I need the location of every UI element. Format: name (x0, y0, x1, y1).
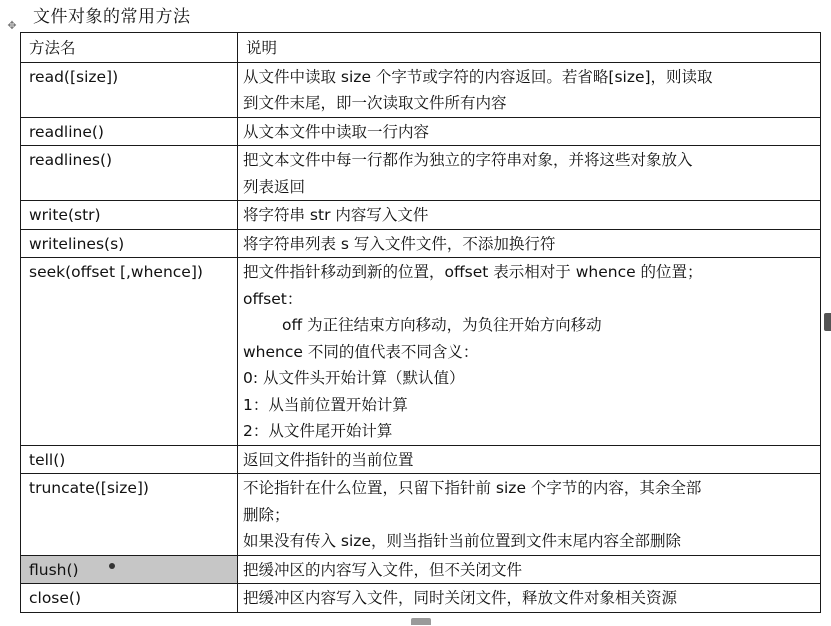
table-row (21, 229, 821, 258)
description-line: whence 不同的值代表不同含义： (243, 342, 479, 361)
description-line: 从文本文件中读取一行内容 (243, 122, 430, 141)
header-method-name: 方法名 (21, 33, 238, 63)
description-line: 把文本文件中每一行都作为独立的字符串对象，并将这些对象放入 (243, 151, 693, 169)
description-line: 将字符串 str 内容写入文件 (243, 206, 429, 224)
method-name-cell[interactable]: seek(offset [,whence]) (21, 258, 238, 446)
method-name-cell[interactable]: write(str) (21, 201, 238, 230)
table-move-handle-icon[interactable]: ✥ (7, 19, 17, 32)
description-cell[interactable] (238, 445, 821, 474)
method-name-cell[interactable]: readline() (21, 117, 238, 146)
description-line: off 为正往结束方向移动，为负往开始方向移动 (282, 316, 602, 334)
description-line: 返回文件指针的当前位置 (243, 450, 414, 469)
description-line: 把缓冲区内容写入文件，同时关闭文件，释放文件对象相关资源 (243, 589, 678, 607)
description-line: 把文件指针移动到新的位置，offset 表示相对于 whence 的位置； (243, 263, 703, 281)
description-line: 0: 从文件头开始计算（默认值） (243, 369, 465, 387)
description-line: 列表返回 (243, 177, 306, 196)
header-description: 说明 (238, 33, 821, 63)
description-line: 删除； (243, 505, 290, 524)
table-row (21, 445, 821, 474)
description-line: 到文件末尾，即一次读取文件所有内容 (243, 94, 507, 112)
description-line: 1：从当前位置开始计算 (243, 395, 408, 414)
description-cell[interactable] (238, 146, 821, 201)
methods-table (20, 32, 821, 613)
description-cell[interactable] (238, 62, 821, 117)
table-row (21, 146, 821, 201)
description-line: 将字符串列表 s 写入文件文件，不添加换行符 (243, 234, 556, 253)
description-cell[interactable] (238, 258, 821, 446)
method-name-cell[interactable]: readlines() (21, 146, 238, 201)
method-name-cell[interactable]: truncate([size]) (21, 474, 238, 556)
table-row (21, 258, 821, 446)
description-line: 2：从文件尾开始计算 (243, 422, 393, 440)
description-cell[interactable] (238, 229, 821, 258)
description-line: 如果没有传入 size，则当指针当前位置到文件末尾内容全部删除 (243, 532, 681, 550)
description-line: 从文件中读取 size 个字节或字符的内容返回。若省略[size]，则读取 (243, 67, 713, 86)
description-line: offset： (243, 289, 303, 308)
method-name-cell[interactable]: tell() (21, 445, 238, 474)
description-cell[interactable] (238, 584, 821, 613)
mouse-cursor-icon (109, 563, 115, 569)
resize-handle-bottom[interactable] (411, 618, 431, 625)
description-cell[interactable] (238, 555, 821, 584)
method-name-cell[interactable]: close() (21, 584, 238, 613)
description-line: 把缓冲区的内容写入文件，但不关闭文件 (243, 560, 523, 579)
method-name-cell-selected[interactable] (21, 555, 238, 584)
table-header-row (21, 33, 821, 63)
method-name-cell[interactable]: writelines(s) (21, 229, 238, 258)
description-cell[interactable] (238, 201, 821, 230)
table-row-selected (21, 555, 821, 584)
table-caption: 文件对象的常用方法 (33, 7, 191, 27)
description-line: 不论指针在什么位置，只留下指针前 size 个字节的内容，其余全部 (243, 479, 702, 497)
method-name-text: flush() (29, 560, 79, 579)
description-cell[interactable] (238, 474, 821, 556)
table-row (21, 584, 821, 613)
table-row (21, 474, 821, 556)
resize-handle-right[interactable] (824, 313, 831, 331)
table-row (21, 117, 821, 146)
table-row (21, 201, 821, 230)
description-cell[interactable] (238, 117, 821, 146)
method-name-cell[interactable]: read([size]) (21, 62, 238, 117)
table-row (21, 62, 821, 117)
